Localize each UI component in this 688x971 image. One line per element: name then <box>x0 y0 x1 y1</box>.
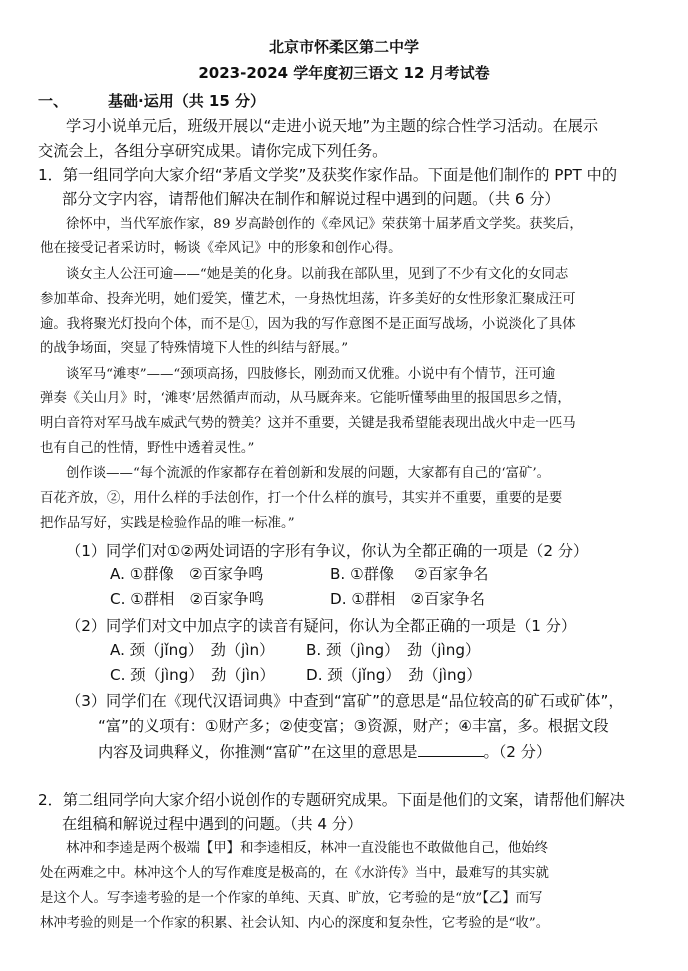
q1-passage-line-8: 弹奏《关山月》时，‘滩枣’居然循声而动，从马厩奔来。它能听懂琴曲里的报国思乡之情， <box>40 391 571 406</box>
q1-passage-line-12: 百花齐放，②，用什么样的手法创作，打一个什么样的旗号，其实并不重要，重要的是要 <box>40 491 563 506</box>
intro-line-2: 交流会上，各组分享研究成果。请你完成下列任务。 <box>38 142 388 160</box>
section-title: 基础·运用（共 15 分） <box>108 92 266 110</box>
q1-passage-line-7: 谈军马“滩枣”——“颈项高扬，四肢修长，刚劲而又优雅。小说中有个情节，汪可逾 <box>66 367 556 382</box>
q1-sub2-stem: （2）同学们对文中加点字的读音有疑问，你认为全都正确的一项是（1 分） <box>66 617 577 635</box>
section-number: 一、 <box>38 92 69 110</box>
answer-blank[interactable] <box>418 742 484 757</box>
exam-title: 2023-2024 学年度初三语文 12 月考试卷 <box>198 64 490 82</box>
q1-stem-line-2: 部分文字内容，请帮他们解决在制作和解说过程中遇到的问题。（共 6 分） <box>62 190 560 208</box>
q2-stem-line-1: 2．第二组同学向大家介绍小说创作的专题研究成果。下面是他们的文案，请帮他们解决 <box>38 791 625 809</box>
q1-passage-line-11: 创作谈——“每个流派的作家都存在着创新和发展的问题，大家都有自己的‘富矿’。 <box>66 466 551 481</box>
intro-line-1: 学习小说单元后，班级开展以“走进小说天地”为主题的综合性学习活动。在展示 <box>66 117 599 135</box>
q1-sub3-line-1: （3）同学们在《现代汉语词典》中查到“富矿”的意思是“品位较高的矿石或矿体”， <box>66 692 624 710</box>
q1-sub1-option-d: D. ①群相 ②百家争名 <box>330 590 485 608</box>
q1-passage-line-13: 把作品写好，实践是检验作品的唯一标准。” <box>40 516 295 531</box>
section-heading <box>38 92 265 110</box>
q1-passage-line-10: 也有自己的性情，野性中透着灵性。” <box>40 441 255 456</box>
q1-passage-line-2: 他在接受记者采访时，畅谈《牵风记》中的形象和创作心得。 <box>40 241 402 256</box>
q2-passage-line-1: 林冲和李逵是两个极端【甲】和李逵相反，林冲一直没能也不敢做他自己，他始终 <box>66 841 549 856</box>
q2-stem-line-2: 在组稿和解说过程中遇到的问题。（共 4 分） <box>62 815 363 833</box>
q1-sub2-option-c: C. 颈（jìng） 劲（jìn） <box>110 666 275 684</box>
q1-sub1-option-b: B. ①群像 ②百家争名 <box>330 565 489 583</box>
q1-sub3-points: 。（2 分） <box>483 743 552 761</box>
q1-sub3-line-3 <box>98 742 551 761</box>
q1-passage-line-5: 逾。我将聚光灯投向个体，而不是①，因为我的写作意图不是正面写战场，小说淡化了具体 <box>40 317 576 332</box>
q1-sub3-line-3-text: 内容及词典释义，你推测“富矿”在这里的意思是 <box>98 743 418 761</box>
q2-passage-line-2: 处在两难之中。林冲这个人的写作难度是极高的，在《水浒传》当中，最难写的其实就 <box>40 866 549 881</box>
q1-passage-line-6: 的战争场面，突显了特殊情境下人性的纠结与舒展。” <box>40 341 349 356</box>
q2-passage-line-4: 林冲考验的则是一个作家的积累、社会认知、内心的深度和复杂性，它考验的是“收”。 <box>40 916 550 931</box>
q1-sub1-stem: （1）同学们对①②两处词语的字形有争议，你认为全都正确的一项是（2 分） <box>66 542 589 560</box>
q1-sub2-option-a: A. 颈（jǐng） 劲（jìn） <box>110 641 275 659</box>
q1-sub1-option-a: A. ①群像 ②百家争鸣 <box>110 565 264 583</box>
q1-passage-line-3: 谈女主人公汪可逾——“她是美的化身。以前我在部队里，见到了不少有文化的女同志 <box>66 267 569 282</box>
q1-passage-line-9: 明白音符对军马战车威武气势的赞美？这并不重要，关键是我希望能表现出战火中走一匹马 <box>40 416 576 431</box>
q1-sub3-line-2: “富”的义项有：①财产多；②使变富；③资源，财产；④丰富，多。根据文段 <box>98 717 609 735</box>
q1-sub2-option-d: D. 颈（jǐng） 劲（jìng） <box>306 666 482 684</box>
q1-stem-line-1: 1．第一组同学向大家介绍“茅盾文学奖”及获奖作家作品。下面是他们制作的 PPT 中的 <box>38 166 618 184</box>
q2-passage-line-3: 是这个人。写李逵考验的是一个作家的单纯、天真、旷放，它考验的是“放”【乙】而写 <box>40 891 543 906</box>
q1-passage-line-1: 徐怀中，当代军旅作家，89 岁高龄创作的《牵风记》荣获第十届茅盾文学奖。获奖后， <box>66 217 583 232</box>
q1-passage-line-4: 参加革命、投奔光明，她们爱笑，懂艺术，一身热忱坦荡，许多美好的女性形象汇聚成汪可 <box>40 292 576 307</box>
q1-sub2-option-b: B. 颈（jìng） 劲（jìng） <box>306 641 481 659</box>
school-name: 北京市怀柔区第二中学 <box>268 38 419 56</box>
q1-sub1-option-c: C. ①群相 ②百家争鸣 <box>110 590 264 608</box>
